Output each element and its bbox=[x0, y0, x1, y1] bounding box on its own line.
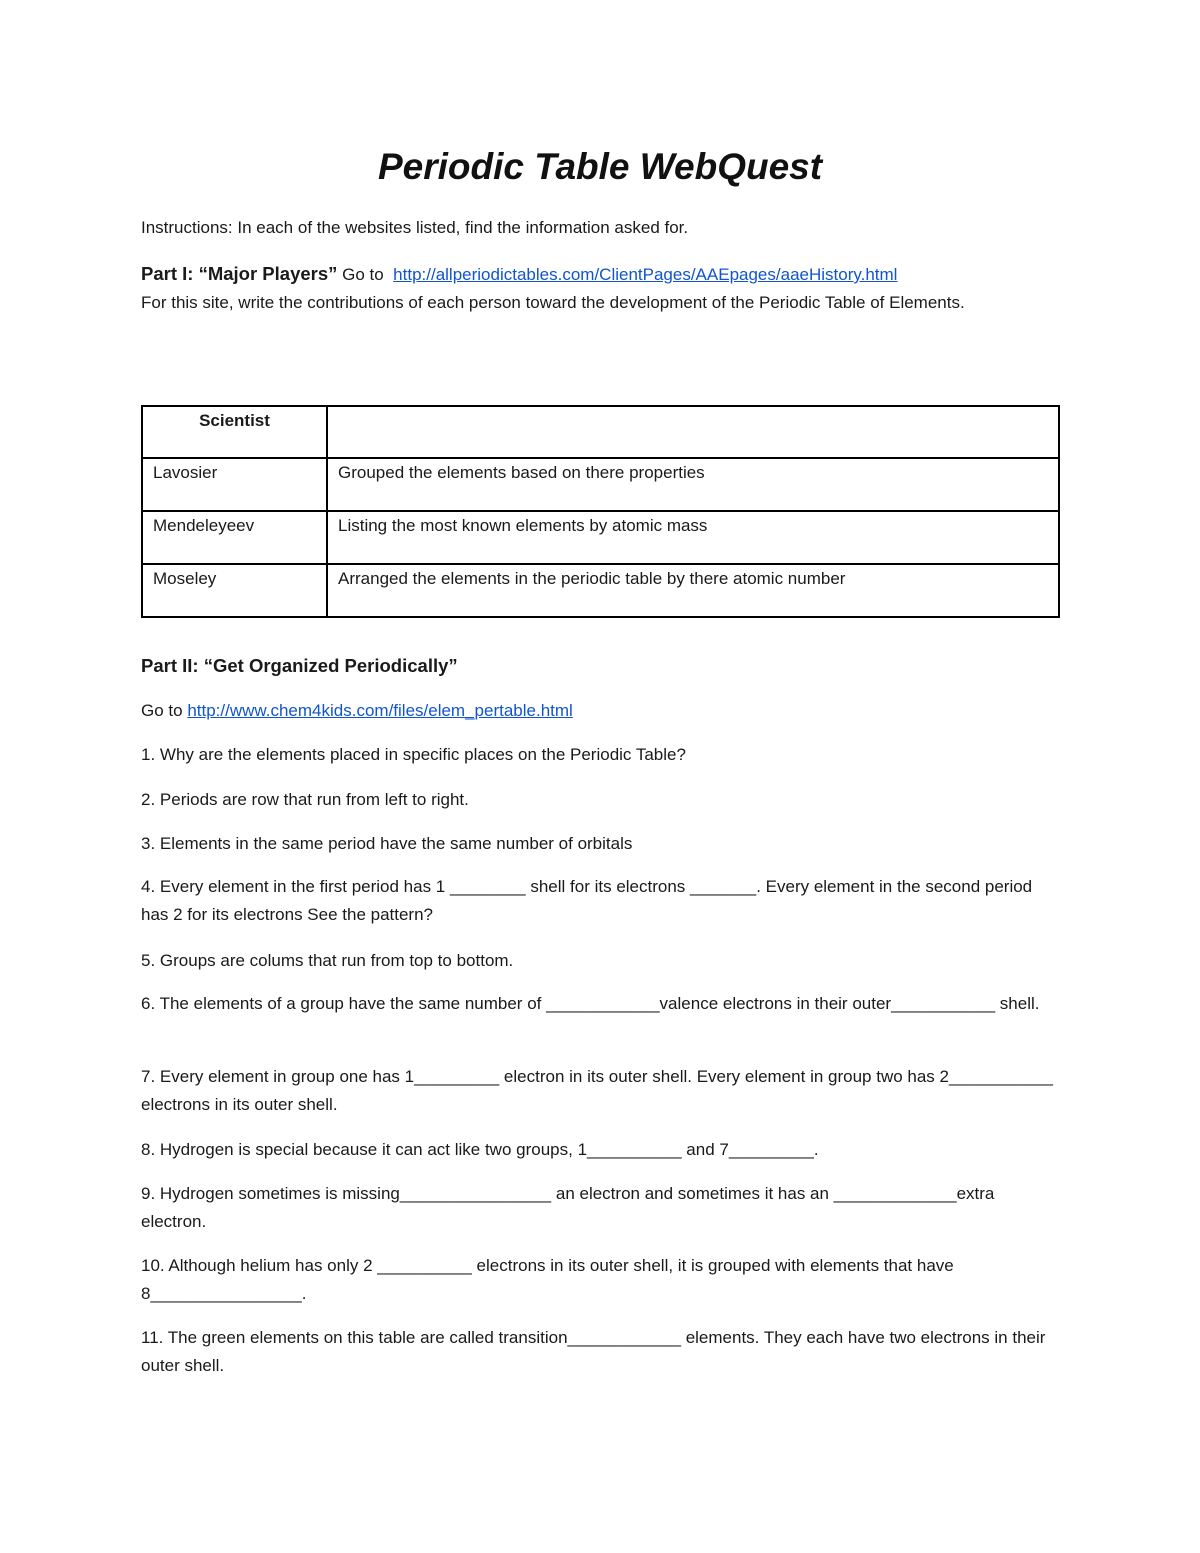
question-7: 7. Every element in group one has 1_________ electron in its outer shell. Every element in group two has 2___________ electrons in its outer shell. bbox=[141, 1067, 1053, 1114]
part2-heading: Part II: “Get Organized Periodically” bbox=[141, 655, 458, 676]
question-8: 8. Hydrogen is special because it can act like two groups, 1__________ and 7_________. bbox=[141, 1140, 819, 1159]
scientist-name: Lavosier bbox=[142, 458, 327, 511]
scientist-contribution: Arranged the elements in the periodic table by there atomic number bbox=[327, 564, 1059, 617]
part2-link[interactable]: http://www.chem4kids.com/files/elem_pertable.html bbox=[187, 701, 573, 720]
question-11: 11. The green elements on this table are called transition____________ elements. They each have two electrons in their outer shell. bbox=[141, 1328, 1046, 1375]
question-3: 3. Elements in the same period have the same number of orbitals bbox=[141, 834, 633, 853]
scientist-name: Mendeleyeev bbox=[142, 511, 327, 564]
scientist-name: Moseley bbox=[142, 564, 327, 617]
table-header-row bbox=[142, 406, 1059, 458]
page-title: Periodic Table WebQuest bbox=[377, 146, 823, 187]
part1-block bbox=[141, 260, 1061, 317]
question-4: 4. Every element in the first period has 1 ________ shell for its electrons _______. Every element in the second period has 2 for its electrons See the pattern? bbox=[141, 877, 1033, 924]
question-9: 9. Hydrogen sometimes is missing________________ an electron and sometimes it has an _____________extra electron. bbox=[141, 1184, 995, 1231]
table-row bbox=[142, 458, 1059, 511]
part1-heading: Part I: “Major Players” bbox=[141, 263, 338, 284]
part2-go-to: Go to bbox=[141, 701, 183, 720]
question-2: 2. Periods are row that run from left to right. bbox=[141, 790, 469, 809]
part1-description: For this site, write the contributions of each person toward the development of the Periodic Table of Elements. bbox=[141, 293, 965, 312]
major-players-table bbox=[141, 405, 1060, 618]
question-1: 1. Why are the elements placed in specific places on the Periodic Table? bbox=[141, 745, 686, 764]
question-5: 5. Groups are colums that run from top to bottom. bbox=[141, 951, 514, 970]
header-scientist: Scientist bbox=[142, 406, 327, 458]
part2-go-to-line bbox=[141, 697, 1061, 725]
instructions-text: Instructions: In each of the websites listed, find the information asked for. bbox=[141, 218, 689, 237]
question-10: 10. Although helium has only 2 __________ electrons in its outer shell, it is grouped with elements that have 8________________. bbox=[141, 1256, 954, 1303]
scientist-contribution: Listing the most known elements by atomic mass bbox=[327, 511, 1059, 564]
part1-go-to: Go to bbox=[342, 265, 384, 284]
table-row bbox=[142, 564, 1059, 617]
header-contribution bbox=[327, 406, 1059, 458]
scientist-contribution: Grouped the elements based on there properties bbox=[327, 458, 1059, 511]
question-6: 6. The elements of a group have the same number of ____________valence electrons in their outer___________ shell. bbox=[141, 994, 1040, 1013]
part1-link[interactable]: http://allperiodictables.com/ClientPages/AAEpages/aaeHistory.html bbox=[393, 265, 898, 284]
table-row bbox=[142, 511, 1059, 564]
